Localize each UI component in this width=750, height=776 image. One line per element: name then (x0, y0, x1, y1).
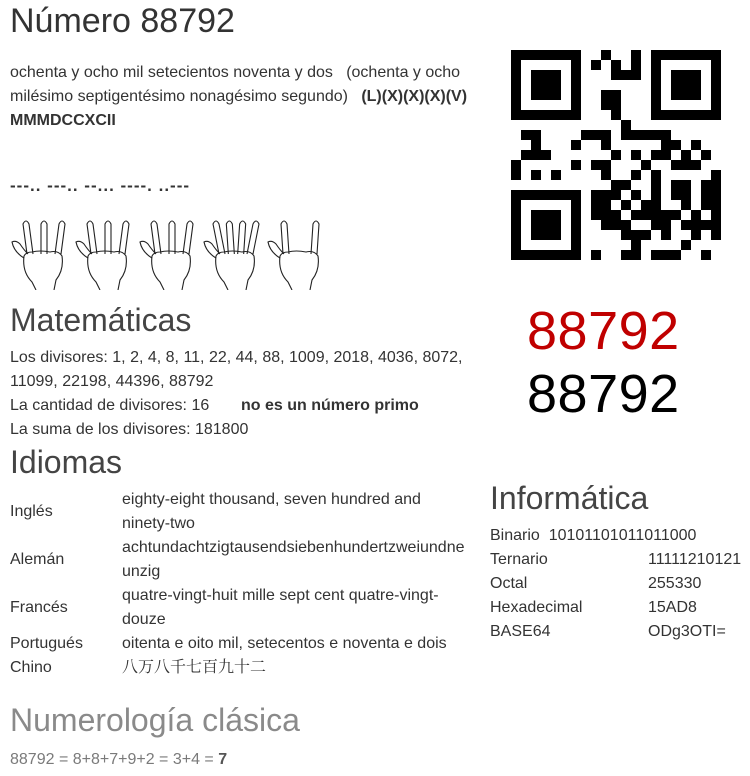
numerology-result: 7 (218, 751, 228, 768)
numerology-formula: 88792 = 8+8+7+9+2 = 3+4 = (10, 751, 214, 768)
divisor-sum: 181800 (194, 421, 249, 438)
lang-name: Francés (10, 599, 68, 616)
computing-value: 15AD8 (648, 599, 697, 616)
languages-heading: Idiomas (10, 444, 123, 480)
number-words (10, 61, 475, 133)
hand-sign-icon (138, 212, 200, 290)
binary-value: 10101101011011000 (548, 527, 697, 544)
divisors-line (10, 346, 480, 394)
lang-name: Portugués (10, 635, 83, 652)
lang-name: Inglés (10, 503, 53, 520)
cardinal-text: ochenta y ocho mil setecientos noventa y dos (10, 64, 333, 81)
hand-sign-icon (74, 212, 136, 290)
lang-name: Chino (10, 659, 52, 676)
ordinal-text: (ochenta y ocho milésimo septigentésimo nonagésimo segundo) (10, 64, 461, 105)
binary-row (490, 524, 696, 548)
number-red: 88792 (527, 301, 680, 361)
qr-code-icon (511, 50, 721, 260)
divisor-sum-line (10, 418, 248, 442)
hand-sign-icon (266, 212, 328, 290)
numerology-line (10, 748, 227, 772)
lang-text: achtundachtzigtausendsiebenhundertzweiundneunzig (122, 539, 465, 580)
lang-text: quatre-vingt-huit mille sept cent quatre-vingt-douze (122, 587, 439, 628)
computing-value: 255330 (648, 575, 702, 592)
hand-sign-icon (10, 212, 72, 290)
lang-name: Alemán (10, 551, 65, 568)
binary-label: Binario (490, 527, 540, 544)
divisor-count-line (10, 394, 209, 418)
number-black: 88792 (527, 364, 680, 424)
lang-text: 八万八千七百九十二 (122, 659, 267, 676)
computing-value: 11111210121 (648, 551, 742, 568)
math-heading: Matemáticas (10, 302, 192, 338)
computing-value: ODg3OTI= (648, 623, 726, 640)
computing-label: Ternario (490, 551, 548, 568)
roman-numeral: (L)(X)(X)(X)(V) MMMDCCXCII (10, 88, 468, 129)
divisors-label: Los divisores: (10, 349, 108, 366)
page-title: Número 88792 (10, 2, 235, 40)
hand-sign-icon (202, 212, 264, 290)
prime-note: no es un número primo (241, 397, 419, 414)
morse-code: ---.. ---.. --... ----. ..--- (10, 176, 191, 195)
lang-text: eighty-eight thousand, seven hundred and ninety-two (122, 491, 421, 532)
computing-label: Hexadecimal (490, 599, 583, 616)
divisor-sum-label: La suma de los divisores: (10, 421, 191, 438)
lang-text: oitenta e oito mil, setecentos e noventa e dois (122, 635, 447, 652)
hand-signs (10, 212, 330, 292)
divisor-count-label: La cantidad de divisores: (10, 397, 187, 414)
divisors-list: 1, 2, 4, 8, 11, 22, 44, 88, 1009, 2018, 4036, 8072, 11099, 22198, 44396, 88792 (10, 349, 463, 390)
computing-label: BASE64 (490, 623, 551, 640)
numerology-heading: Numerología clásica (10, 702, 300, 738)
computing-heading: Informática (490, 480, 649, 516)
divisor-count: 16 (191, 397, 210, 414)
computing-label: Octal (490, 575, 528, 592)
